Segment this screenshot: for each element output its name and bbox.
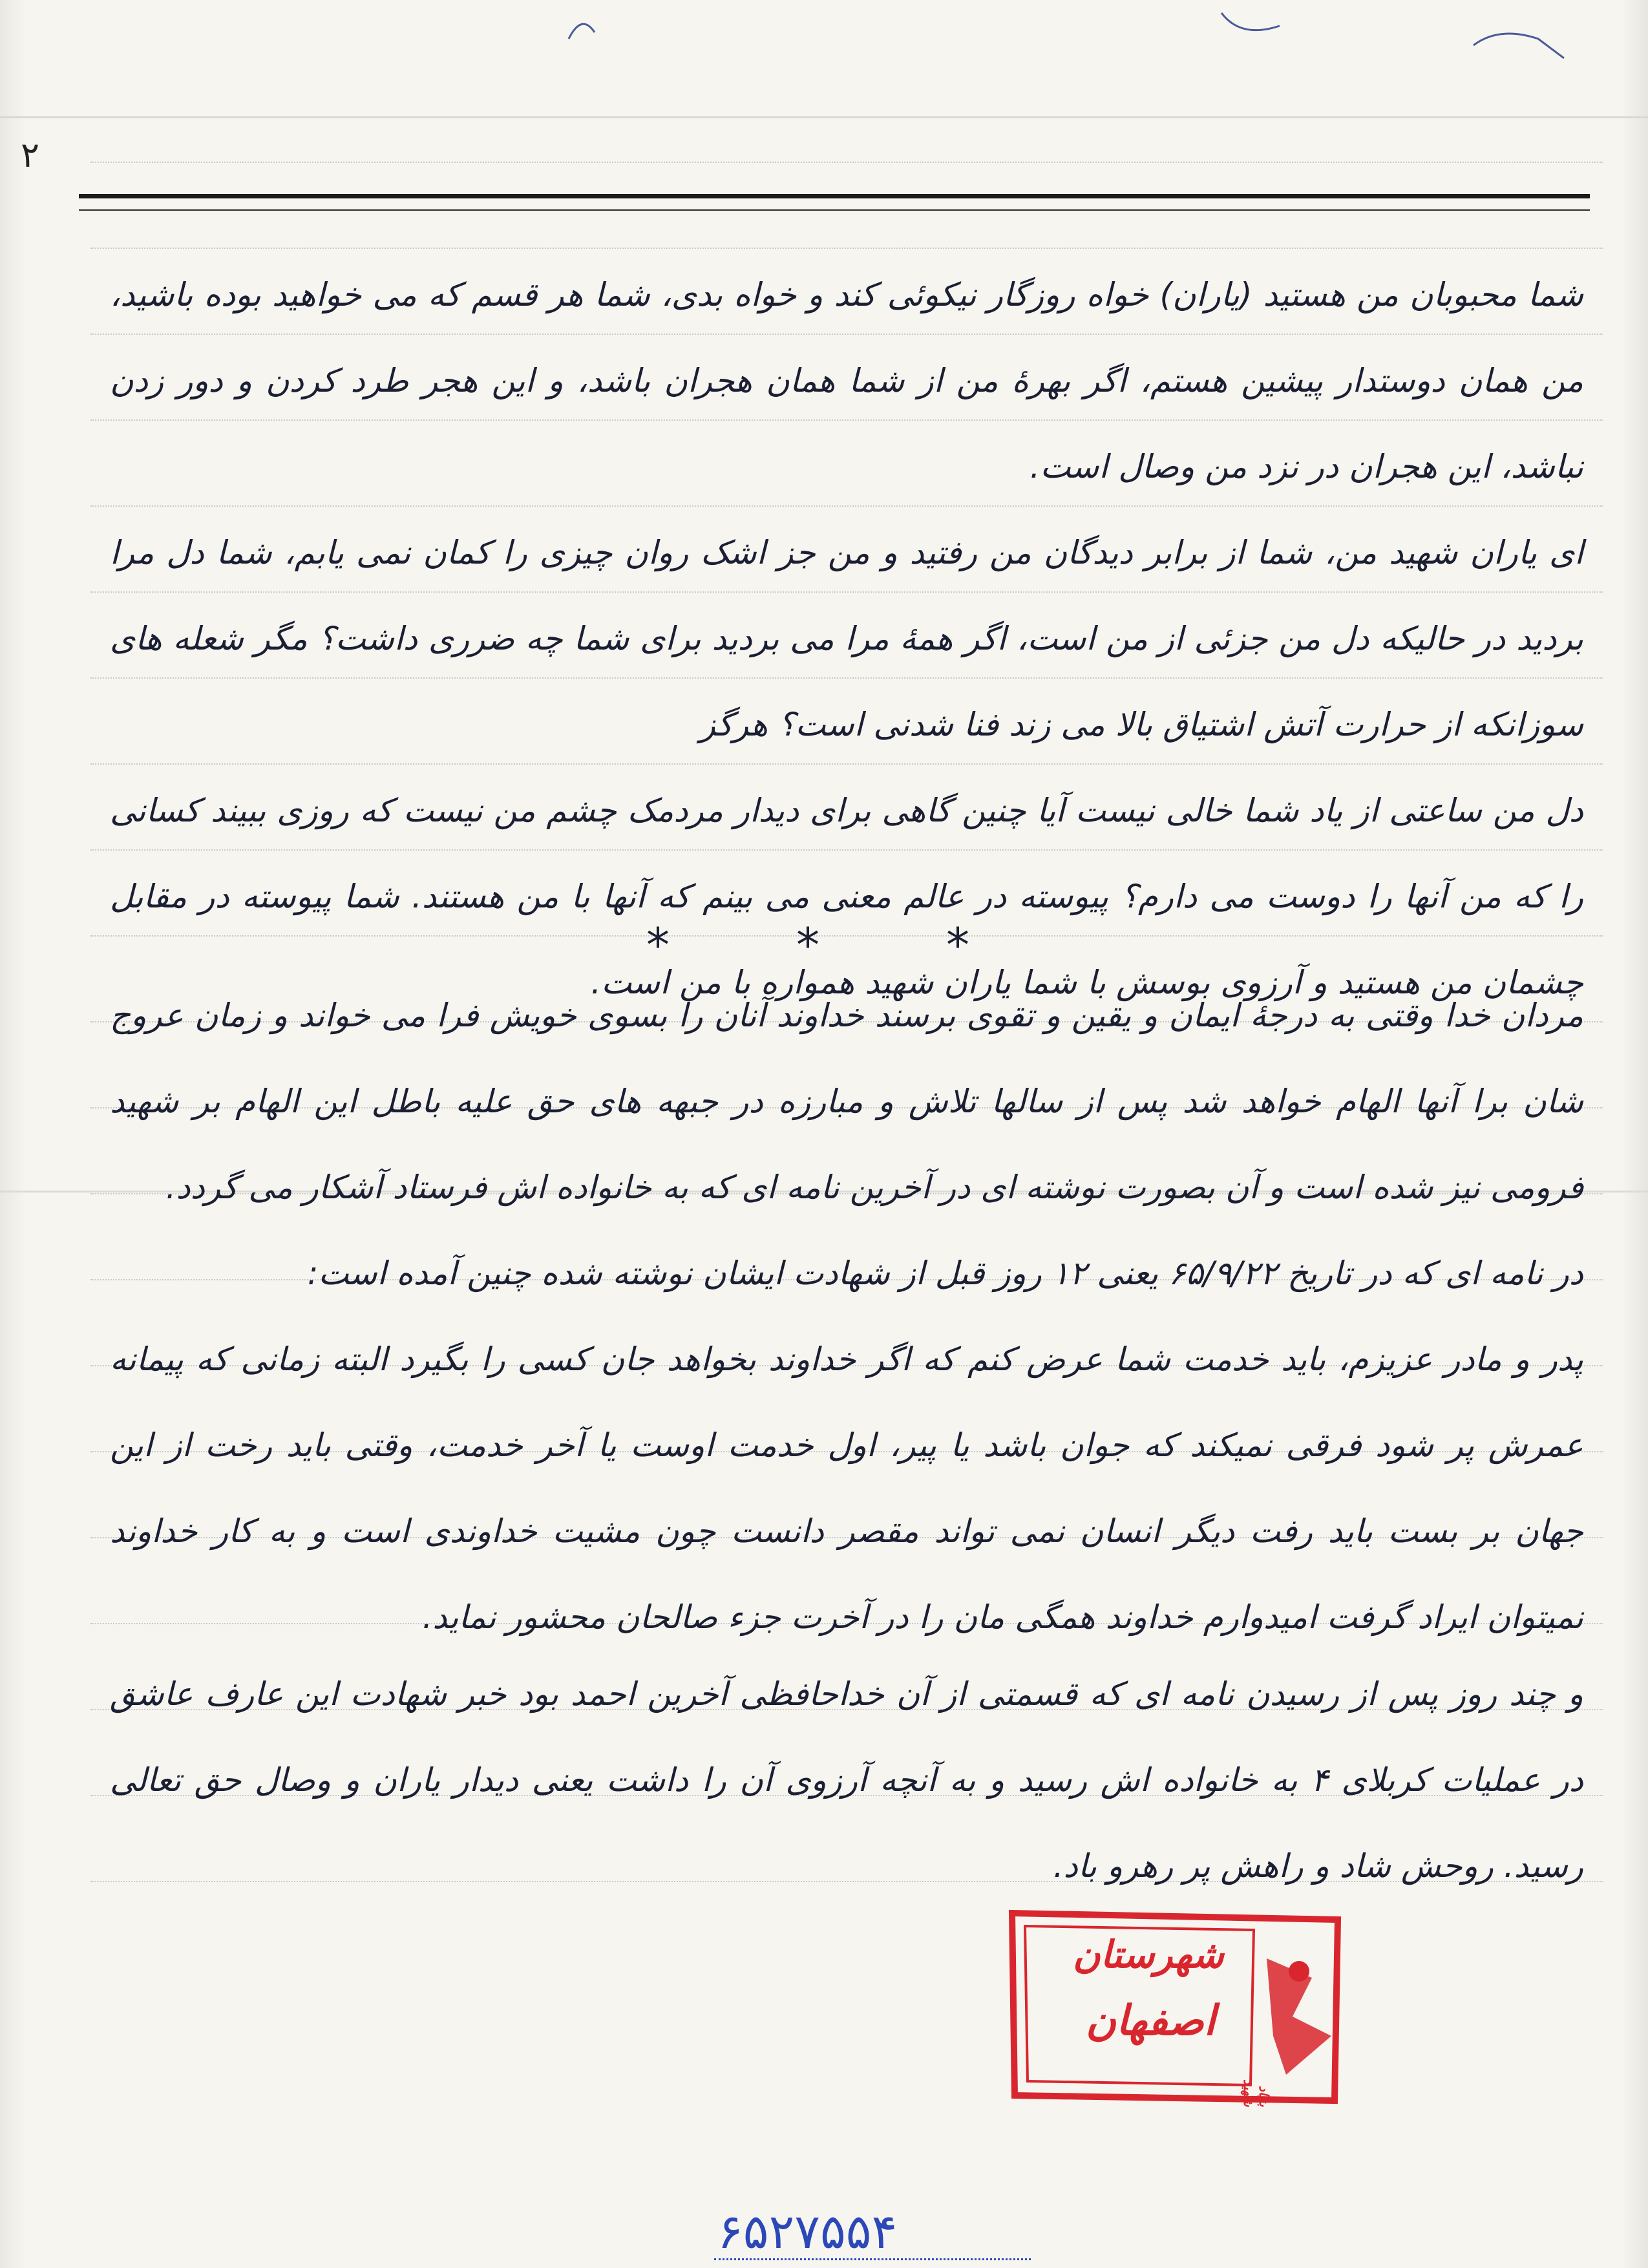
stamp-side-text: بنیاد شهید	[1241, 2079, 1272, 2107]
stamp-city-name: اصفهان	[1086, 1997, 1216, 2045]
paper-fold-top	[0, 116, 1648, 118]
archive-number: ۶۵۲۷۵۵۴	[717, 2204, 898, 2260]
header-rule-thick	[79, 194, 1590, 198]
star-3: *	[946, 918, 969, 972]
stamp-city-label: شهرستان	[1073, 1933, 1224, 1977]
paragraph-5: در نامه ای که در تاریخ ۶۵/۹/۲۲ یعنی ۱۲ روز قبل از شهادت ایشان نوشته شده چنین آمده است:	[307, 1255, 1583, 1292]
section-divider-stars	[646, 918, 969, 972]
header-rule-thin	[79, 209, 1590, 211]
paragraph-7: و چند روز پس از رسیدن نامه ای که قسمتی از آن خداحافظی آخرین احمد بود خبر شهادت این عارف عاشق در عملیات کربلای ۴ به خانواده اش رسید و به آنچه آرزوی آن را داشت یعنی دیدار یاران و وصال حق تعالی رسید. روحش شاد و راهش پر رهرو باد.	[110, 1675, 1583, 1885]
letter-body-top	[110, 252, 1583, 1026]
paragraph-6: پدر و مادر عزیزم، باید خدمت شما عرض کنم که اگر خداوند بخواهد جان کسی را بگیرد البته زمانی که پیمانه عمرش پر شود فرقی نمیکند که جوان باشد یا پیر، اول خدمت اوست یا آخر خدمت، وقتی باید رخت از این جهان بر بست باید رفت دیگر انسان نمی تواند مقصر دانست چون مشیت خداوندی است و به کار خداوند نمیتوان ایراد گرفت امیدوارم خداوند همگی مان را در آخرت جزء صالحان محشور نماید.	[110, 1341, 1583, 1636]
red-stamp	[1008, 1907, 1344, 2107]
paragraph-3: دل من ساعتی از یاد شما خالی نیست آیا چنین گاهی برای دیدار مردمک چشم من نیست که روزی ببیند کسانی را که من آنها را دوست می دارم؟ پیوسته در عالم معنی می بینم که آنها با من هستند. شما پیوسته در مقابل چشمان من هستید و آرزوی بوسش با شما یاران شهید همواره با من است.	[110, 792, 1583, 1001]
letter-body-bottom	[110, 1651, 1583, 1909]
star-1: *	[646, 918, 670, 972]
paragraph-4: مردان خدا وقتی به درجهٔ ایمان و یقین و تقوی برسند خداوند آنان را بسوی خویش فرا می خواند و زمان عروج شان برا آنها الهام خواهد شد پس از سالها تلاش و مبارزه در جبهه های حق علیه باطل این الهام بر شهید فرومی نیز شده است و آن بصورت نوشته ای در آخرین نامه ای که به خانواده اش فرستاد آشکار می گردد.	[110, 997, 1583, 1206]
star-2: *	[796, 918, 819, 972]
archive-number-underline	[714, 2258, 1031, 2260]
paragraph-2: ای یاران شهید من، شما از برابر دیدگان من رفتید و من جز اشک روان چیزی را کمان نمی یابم، شما دل مرا بردید در حالیکه دل من جزئی از من است، اگر همهٔ مرا می بردید برای شما چه ضرری داشت؟ مگر شعله های سوزانکه از حرارت آتش اشتیاق بالا می زند فنا شدنی است؟ هرگز	[110, 534, 1583, 743]
paragraph-1: شما محبوبان من هستید (یاران) خواه روزگار نیکوئی کند و خواه بدی، شما هر قسم که می خواهید بوده باشید، من همان دوستدار پیشین هستم، اگر بهرهٔ من از شما همان هجران باشد، و این هجر طرد کردن و دور زدن نباشد، این هجران در نزد من وصال است.	[110, 276, 1583, 485]
pen-scribble-mark	[556, 0, 1590, 71]
page-number: ۲	[21, 134, 40, 175]
letter-body-middle	[110, 973, 1583, 1660]
